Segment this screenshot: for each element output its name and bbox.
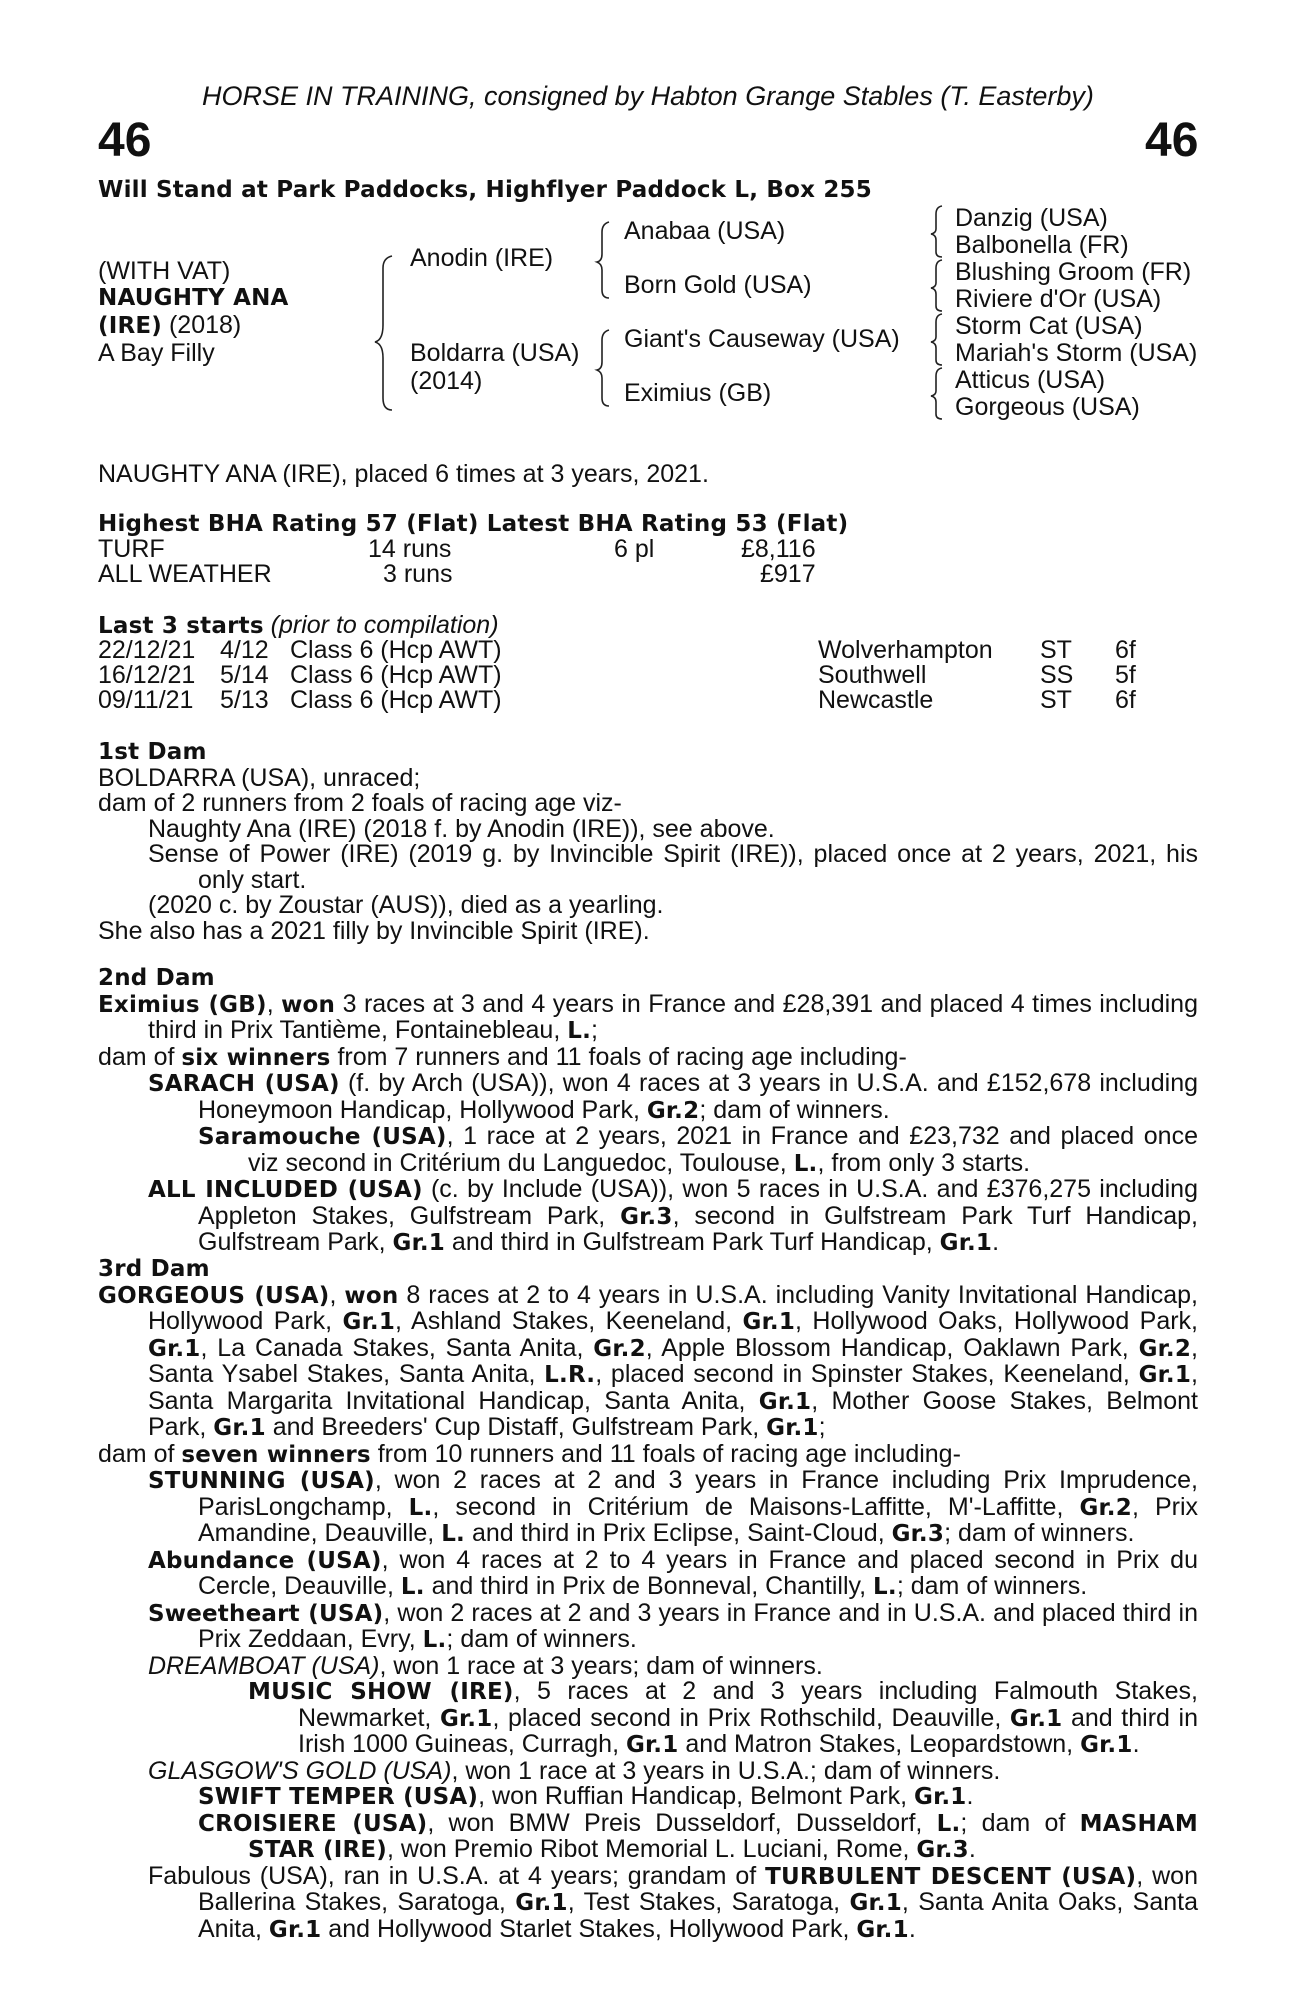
record-text: and third in Prix de Bonneval, Chantilly, (424, 1572, 874, 1600)
pedigree-gen3-1: Danzig (USA) (955, 204, 1108, 232)
pedigree-gen2-2: Born Gold (USA) (624, 271, 812, 299)
third-dam-record: GORGEOUS (USA), won 8 races at 2 to 4 years in U.S.A. including Vanity Invitational Handicap, Hollywood Park, Gr.1, Ashland Stakes, Keeneland, Gr.1, Hollywood Oaks, Hollywood Park, Gr.1, La Canada Stakes, Santa Anita, Gr.2, Apple Blossom Handicap, Oaklawn Park, Gr.2, Santa Ysabel Stakes, Santa Anita, L.R., placed second in Spinster Stakes, Keeneland, Gr.1, Santa Margarita Invitational Handicap, Santa Anita, Gr.1, Mother Goose Stakes, Belmont Park, Gr.1 and Breeders' Cup Distaff, Gulfstream Park, Gr.1; (98, 1280, 1199, 1441)
progeny-entry (98, 1071, 1198, 1124)
record-text: , won Ballerina Stakes, Saratoga, (198, 1861, 1198, 1916)
pedigree-gen3-5: Storm Cat (USA) (955, 312, 1143, 340)
location-line: Will Stand at Park Paddocks, Highflyer Paddock L, Box 255 (98, 177, 872, 203)
pedigree-brace-anabaa (931, 206, 942, 257)
record-text: ; (591, 1016, 598, 1044)
progeny-name: TURBULENT DESCENT (USA) (765, 1863, 1137, 1890)
pedigree-brace-borngold (931, 260, 942, 311)
pedigree-gen3-3: Blushing Groom (FR) (955, 258, 1192, 286)
start-position: 5/13 (220, 686, 269, 714)
grade: L. (422, 1627, 447, 1653)
pedigree-brace-eximius (931, 368, 942, 419)
grade: Gr.1 (1138, 1362, 1192, 1388)
record-text: . (992, 1228, 1000, 1256)
grade: Gr.3 (916, 1837, 969, 1863)
record-text: , Hollywood Oaks, Hollywood Park, (795, 1307, 1199, 1335)
race-summary: NAUGHTY ANA (IRE), placed 6 times at 3 years, 2021. (98, 460, 709, 488)
pedigree-gen2-1: Anabaa (USA) (624, 217, 786, 245)
record-text: and third in Prix Eclipse, Saint-Cloud, (465, 1519, 892, 1547)
pedigree-gen3-2: Balbonella (FR) (955, 231, 1129, 259)
record-text: and third in Irish 1000 Guineas, Curragh, (298, 1703, 1198, 1758)
ratings-row-aw (98, 562, 898, 588)
grade: Gr.3 (891, 1521, 945, 1547)
grade: Gr.1 (849, 1890, 902, 1916)
grade: Gr.2 (1138, 1335, 1192, 1362)
progeny-entry (98, 1784, 1198, 1811)
record-text: , won Ruffian Handicap, Belmont Park, (478, 1782, 915, 1810)
progeny-name: GLASGOW'S GOLD (USA) (148, 1756, 452, 1785)
record-text: , won 2 races at 2 and 3 years in France and in U.S.A. and placed third in Prix Zeddaan, Evry, (198, 1598, 1198, 1653)
grade: Gr.2 (1079, 1494, 1132, 1521)
grade: Gr.1 (766, 1415, 819, 1441)
start-course: Southwell (818, 661, 927, 689)
pedigree-brace-giants (931, 314, 942, 365)
record-text: , Mother Goose Stakes, Belmont Park, (148, 1386, 1198, 1441)
record-text: and Matron Stakes, Leopardstown, (678, 1730, 1081, 1758)
record-text: . (1132, 1730, 1140, 1758)
record-text: , Santa Ysabel Stakes, Santa Anita, (148, 1333, 1198, 1388)
horse-description: A Bay Filly (98, 339, 215, 367)
first-dam-note: She also has a 2021 filly by Invincible Spirit (IRE). (98, 916, 650, 945)
third-dam-foals (98, 1439, 1198, 1469)
first-dam-heading: 1st Dam (98, 739, 207, 765)
grade: Gr.1 (625, 1732, 679, 1758)
start-course: Wolverhampton (818, 636, 993, 664)
grade: Gr.1 (342, 1309, 396, 1335)
pedigree-gen3-8: Gorgeous (USA) (955, 393, 1140, 421)
progeny-name: SWIFT TEMPER (USA) (198, 1784, 479, 1810)
grade: Gr.1 (914, 1784, 967, 1810)
second-dam-heading: 2nd Dam (98, 965, 215, 991)
start-going: ST (1040, 686, 1072, 714)
start-class: Class 6 (Hcp AWT) (290, 686, 502, 714)
grade: L. (400, 1574, 425, 1600)
record-text: , won 1 race at 3 years in U.S.A.; dam of winners. (451, 1756, 1001, 1785)
progeny-name: MASHAM STAR (IRE) (248, 1810, 1199, 1863)
last-starts-note: (prior to compilation) (263, 611, 499, 639)
record-text: , 5 races at 2 and 3 years including Falmouth Stakes, Newmarket, (298, 1677, 1198, 1732)
record-text: . (908, 1914, 916, 1943)
record-text: , Santa Anita Oaks, Santa Anita, (198, 1888, 1198, 1943)
third-dam-heading: 3rd Dam (98, 1256, 210, 1282)
first-dam-entry: Sense of Power (IRE) (2019 g. by Invincible Spirit (IRE)), placed once at 2 years, 2021, his only start. (148, 840, 1198, 894)
winners-count: six winners (181, 1044, 331, 1071)
grade: L.R. (544, 1362, 596, 1388)
grade: Gr.1 (515, 1890, 568, 1916)
pedigree-gen2-4: Eximius (GB) (624, 379, 772, 407)
record-text: and third in Gulfstream Park Turf Handicap, (444, 1228, 940, 1256)
second-dam-record: Eximius (GB), won 3 races at 3 and 4 years in France and £28,391 and placed 4 times including third in Prix Tantième, Fontainebleau, L.; (98, 989, 1198, 1044)
grade: L. (441, 1521, 465, 1547)
grade: Gr.2 (646, 1097, 700, 1124)
record-text: ; dam of (960, 1808, 1080, 1837)
progeny-entry (98, 1679, 1198, 1759)
progeny-name: STUNNING (USA) (148, 1468, 375, 1494)
start-distance: 6f (1115, 636, 1136, 664)
grade: L. (873, 1574, 897, 1600)
lot-number-left: 46 (98, 114, 152, 167)
record-text: and Hollywood Starlet Stakes, Hollywood Park, (321, 1914, 857, 1943)
grade: L. (793, 1150, 818, 1177)
third-dam-name: GORGEOUS (USA) (98, 1282, 330, 1309)
start-course: Newcastle (818, 686, 934, 714)
grade: L. (567, 1018, 592, 1044)
record-text: , won 1 race at 3 years; dam of winners. (379, 1651, 823, 1680)
ratings-runs: 14 runs (368, 535, 452, 563)
record-text: (c. by Include (USA)), won 5 races in U.S.A. and £376,275 including Appleton Stakes, Gulfstream Park, (198, 1175, 1198, 1230)
progeny-entry (98, 1756, 1198, 1785)
start-position: 5/14 (220, 661, 269, 689)
second-dam-name: Eximius (GB) (98, 991, 267, 1018)
record-text: from 7 runners and 11 foals of racing age including- (330, 1042, 907, 1071)
grade: Gr.1 (939, 1230, 993, 1256)
second-dam-section (98, 966, 1198, 1257)
pedigree-gen3-7: Atticus (USA) (955, 366, 1106, 394)
pedigree-dam-name: Boldarra (USA) (410, 339, 580, 367)
start-distance: 6f (1115, 686, 1136, 714)
bha-rating-heading: Highest BHA Rating 57 (Flat) Latest BHA Rating 53 (Flat) (98, 511, 849, 537)
grade: Gr.3 (620, 1203, 673, 1230)
record-text: , from only 3 starts. (817, 1148, 1031, 1177)
record-text: , placed second in Spinster Stakes, Keeneland, (595, 1360, 1139, 1388)
won-label: won (281, 991, 336, 1018)
record-text: . (968, 1835, 976, 1863)
record-text: , second in Critérium de Maisons-Laffitte, M'-Laffitte, (432, 1492, 1080, 1521)
progeny-entry (98, 1545, 1198, 1601)
lot-number-right: 46 (1145, 114, 1199, 167)
progeny-name: SARACH (USA) (148, 1071, 340, 1097)
ratings-surface: TURF (98, 535, 165, 563)
winners-count: seven winners (181, 1441, 371, 1468)
pedigree-sire: Anodin (IRE) (410, 244, 554, 272)
start-date: 22/12/21 (98, 636, 196, 664)
progeny-entry (98, 1808, 1199, 1864)
record-text: , Test Stakes, Saratoga, (567, 1888, 850, 1916)
record-text: ; dam of winners. (944, 1519, 1135, 1547)
progeny-entry (98, 1468, 1198, 1548)
consignment-header: HORSE IN TRAINING, consigned by Habton Grange Stables (T. Easterby) (202, 81, 1094, 111)
pedigree-gen2-3: Giant's Causeway (USA) (624, 325, 900, 353)
second-dam-foals (98, 1042, 1198, 1072)
progeny-entry (98, 1651, 1198, 1680)
record-text: , placed second in Prix Rothschild, Deauville, (492, 1703, 1010, 1732)
horse-name: NAUGHTY ANA (98, 285, 289, 311)
first-dam-entry: Naughty Ana (IRE) (2018 f. by Anodin (IRE)), see above. (148, 814, 775, 843)
record-text: , won 4 races at 2 to 4 years in France and placed second in Prix du Cercle, Deauville, (198, 1545, 1198, 1600)
pedigree-brace-dam (597, 330, 609, 406)
progeny-name: ALL INCLUDED (USA) (148, 1177, 423, 1203)
ratings-surface: ALL WEATHER (98, 560, 272, 588)
grade: Gr.1 (1009, 1705, 1063, 1732)
ratings-runs: 3 runs (383, 560, 453, 588)
record-text: Fabulous (USA), ran in U.S.A. at 4 years; grandam of (148, 1861, 766, 1890)
record-text: , Ashland Stakes, Keeneland, (395, 1307, 743, 1335)
record-text: ; dam of winners. (699, 1095, 890, 1124)
progeny-name: CROISIERE (USA) (198, 1810, 428, 1837)
progeny-name: DREAMBOAT (USA) (148, 1651, 380, 1680)
record-text: dam of (98, 1439, 182, 1468)
record-text: , won 2 races at 2 and 3 years in France including Prix Imprudence, ParisLongchamp, (198, 1466, 1198, 1521)
pedigree-brace-main (375, 256, 392, 410)
start-distance: 5f (1115, 661, 1136, 689)
grade: Gr.1 (148, 1335, 201, 1362)
start-position: 4/12 (220, 636, 269, 664)
record-text: , won BMW Preis Dusseldorf, Dusseldorf, (427, 1808, 937, 1837)
record-text: . (966, 1782, 974, 1810)
record-text: , won Premio Ribot Memorial L. Luciani, Rome, (387, 1835, 917, 1863)
record-text: , La Canada Stakes, Santa Anita, (200, 1333, 594, 1362)
record-text: 3 races at 3 and 4 years in France and £28,391 and placed 4 times including third in Prix Tantième, Fontainebleau, (148, 989, 1198, 1044)
record-text: , Prix Amandine, Deauville, (198, 1492, 1198, 1547)
grade: Gr.1 (856, 1916, 909, 1943)
record-text: 8 races at 2 to 4 years in U.S.A. including Vanity Invitational Handicap, Hollywood Park, (148, 1280, 1198, 1335)
progeny-entry (98, 1861, 1198, 1944)
grade: Gr.1 (268, 1916, 322, 1943)
progeny-name: Abundance (USA) (148, 1547, 382, 1574)
start-going: ST (1040, 636, 1072, 664)
record-text: , Santa Margarita Invitational Handicap, Santa Anita, (148, 1360, 1198, 1415)
start-row (98, 688, 1198, 714)
record-text: from 10 runners and 11 foals of racing age including- (370, 1439, 961, 1468)
progeny-entry-body (248, 1679, 1198, 1759)
start-class: Class 6 (Hcp AWT) (290, 661, 502, 689)
pedigree-brace-sire (597, 222, 609, 298)
grade: Gr.1 (742, 1309, 796, 1335)
record-text: , 1 race at 2 years, 2021 in France and £23,732 and placed once viz second in Critérium du Languedoc, Toulouse, (248, 1122, 1198, 1177)
first-dam-entry: (2020 c. by Zoustar (AUS)), died as a yearling. (148, 891, 664, 919)
grade: Gr.1 (439, 1705, 493, 1732)
ratings-prize: £917 (760, 560, 816, 588)
grade: Gr.1 (1080, 1732, 1133, 1758)
progeny-name: MUSIC SHOW (IRE) (248, 1679, 514, 1705)
won-label: won (344, 1282, 399, 1309)
record-text: ; dam of winners. (446, 1625, 637, 1653)
horse-country: (IRE) (98, 313, 163, 339)
pedigree-gen3-6: Mariah's Storm (USA) (955, 339, 1198, 367)
grade: L. (936, 1810, 961, 1837)
first-dam-line: BOLDARRA (USA), unraced; (98, 763, 421, 792)
progeny-name: Sweetheart (USA) (148, 1600, 384, 1627)
last-starts-title: Last 3 starts (98, 613, 264, 639)
start-going: SS (1040, 661, 1074, 689)
horse-year: (2018) (162, 311, 242, 339)
record-text: , Apple Blossom Handicap, Oaklawn Park, (645, 1333, 1139, 1362)
record-text: (f. by Arch (USA)), won 4 races at 3 years in U.S.A. and £152,678 including Honeymoon Handicap, Hollywood Park, (198, 1069, 1198, 1124)
first-dam-foals: dam of 2 runners from 2 foals of racing age viz- (98, 789, 622, 817)
pedigree-gen3-4: Riviere d'Or (USA) (955, 285, 1162, 313)
grade: Gr.1 (213, 1415, 266, 1441)
ratings-prize: £8,116 (741, 535, 816, 563)
third-dam-section (98, 1257, 1198, 1943)
pedigree-dam-year: (2014) (410, 367, 483, 395)
start-date: 09/11/21 (98, 686, 194, 714)
ratings-placed: 6 pl (614, 535, 655, 563)
progeny-entry (98, 1124, 1198, 1177)
grade: Gr.2 (593, 1335, 646, 1362)
start-class: Class 6 (Hcp AWT) (290, 636, 502, 664)
progeny-entry (98, 1177, 1198, 1257)
record-text: ; dam of winners. (896, 1572, 1088, 1600)
grade: Gr.1 (392, 1230, 445, 1256)
vat-note: (WITH VAT) (98, 257, 231, 285)
record-text: and Breeders' Cup Distaff, Gulfstream Park, (265, 1413, 767, 1441)
record-text: ; (818, 1413, 826, 1441)
grade: Gr.1 (758, 1388, 812, 1415)
record-text: dam of (98, 1042, 182, 1071)
start-date: 16/12/21 (98, 661, 196, 689)
grade: L. (408, 1494, 433, 1521)
first-dam-section (98, 740, 1198, 944)
record-text: , second in Gulfstream Park Turf Handicap, Gulfstream Park, (198, 1201, 1198, 1256)
progeny-entry (98, 1598, 1198, 1654)
progeny-name: Saramouche (USA) (198, 1124, 447, 1150)
